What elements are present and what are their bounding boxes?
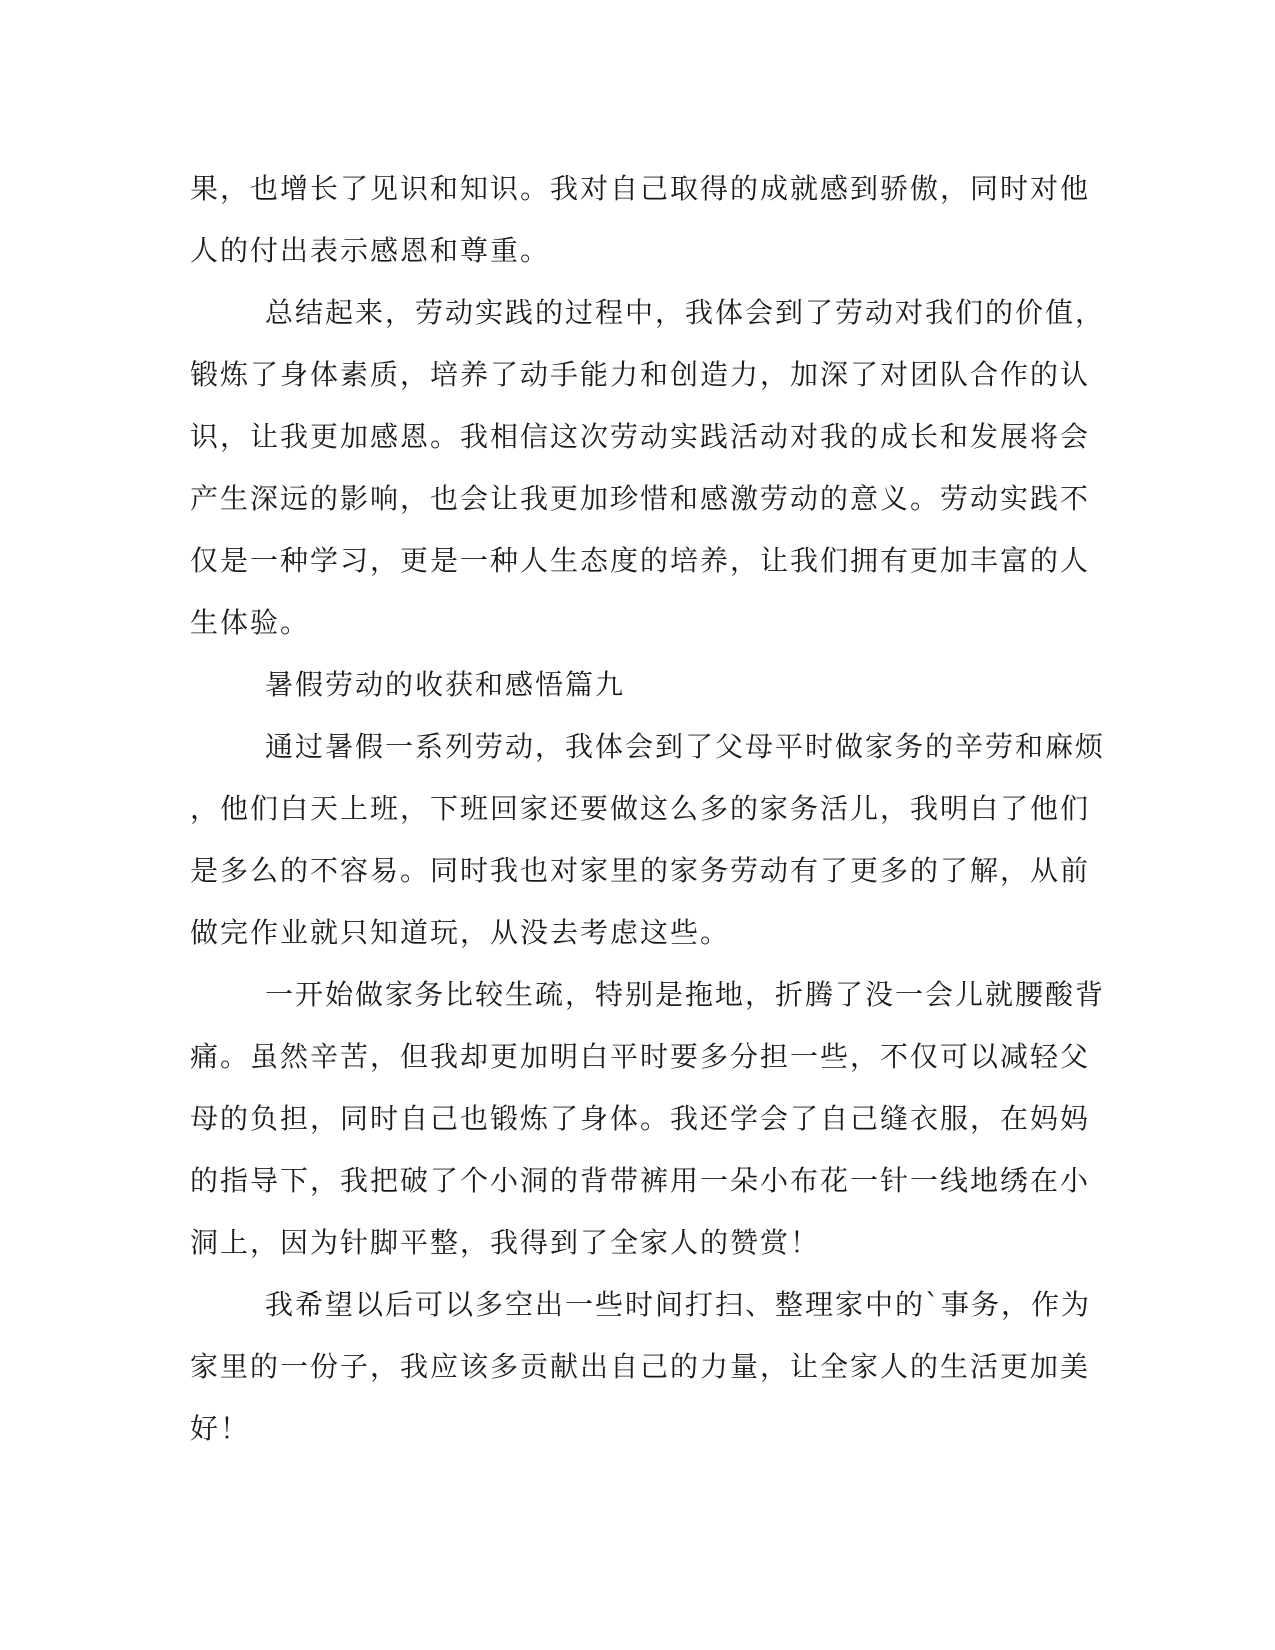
text-line: 痛。虽然辛苦，但我却更加明白平时要多分担一些，不仅可以减轻父: [190, 1040, 1091, 1073]
text-line: 仅是一种学习，更是一种人生态度的培养，让我们拥有更加丰富的人: [190, 544, 1091, 577]
text-line: 锻炼了身体素质，培养了动手能力和创造力，加深了对团队合作的认: [190, 358, 1091, 391]
paragraph-start-line: 我希望以后可以多空出一些时间打扫、整理家中的`事务，作为: [265, 1288, 1092, 1321]
text-line: 做完作业就只知道玩，从没去考虑这些。: [190, 916, 731, 949]
text-line: 好！: [190, 1412, 251, 1445]
paragraph-start-line: 一开始做家务比较生疏，特别是拖地，折腾了没一会儿就腰酸背: [265, 978, 1106, 1011]
paragraph-start-line: 总结起来，劳动实践的过程中，我体会到了劳动对我们的价值，: [265, 296, 1106, 329]
text-line: 是多么的不容易。同时我也对家里的家务劳动有了更多的了解，从前: [190, 854, 1091, 887]
text-line: 果，也增长了见识和知识。我对自己取得的成就感到骄傲，同时对他: [190, 172, 1091, 205]
paragraph-start-line: 通过暑假一系列劳动，我体会到了父母平时做家务的辛劳和麻烦: [265, 730, 1106, 763]
text-line: 的指导下，我把破了个小洞的背带裤用一朵小布花一针一线地绣在小: [190, 1164, 1091, 1197]
document-body: [190, 158, 1106, 1460]
text-line: 识，让我更加感恩。我相信这次劳动实践活动对我的成长和发展将会: [190, 420, 1091, 453]
text-line: 生体验。: [190, 606, 311, 639]
text-line: 产生深远的影响，也会让我更加珍惜和感激劳动的意义。劳动实践不: [190, 482, 1091, 515]
text-line: 家里的一份子，我应该多贡献出自己的力量，让全家人的生活更加美: [190, 1350, 1091, 1383]
text-line: 母的负担，同时自己也锻炼了身体。我还学会了自己缝衣服，在妈妈: [190, 1102, 1091, 1135]
text-line: 洞上，因为针脚平整，我得到了全家人的赞赏！: [190, 1226, 821, 1259]
section-heading: 暑假劳动的收获和感悟篇九: [265, 668, 626, 701]
text-line: ，他们白天上班，下班回家还要做这么多的家务活儿，我明白了他们: [190, 792, 1091, 825]
text-line: 人的付出表示感恩和尊重。: [190, 234, 551, 267]
